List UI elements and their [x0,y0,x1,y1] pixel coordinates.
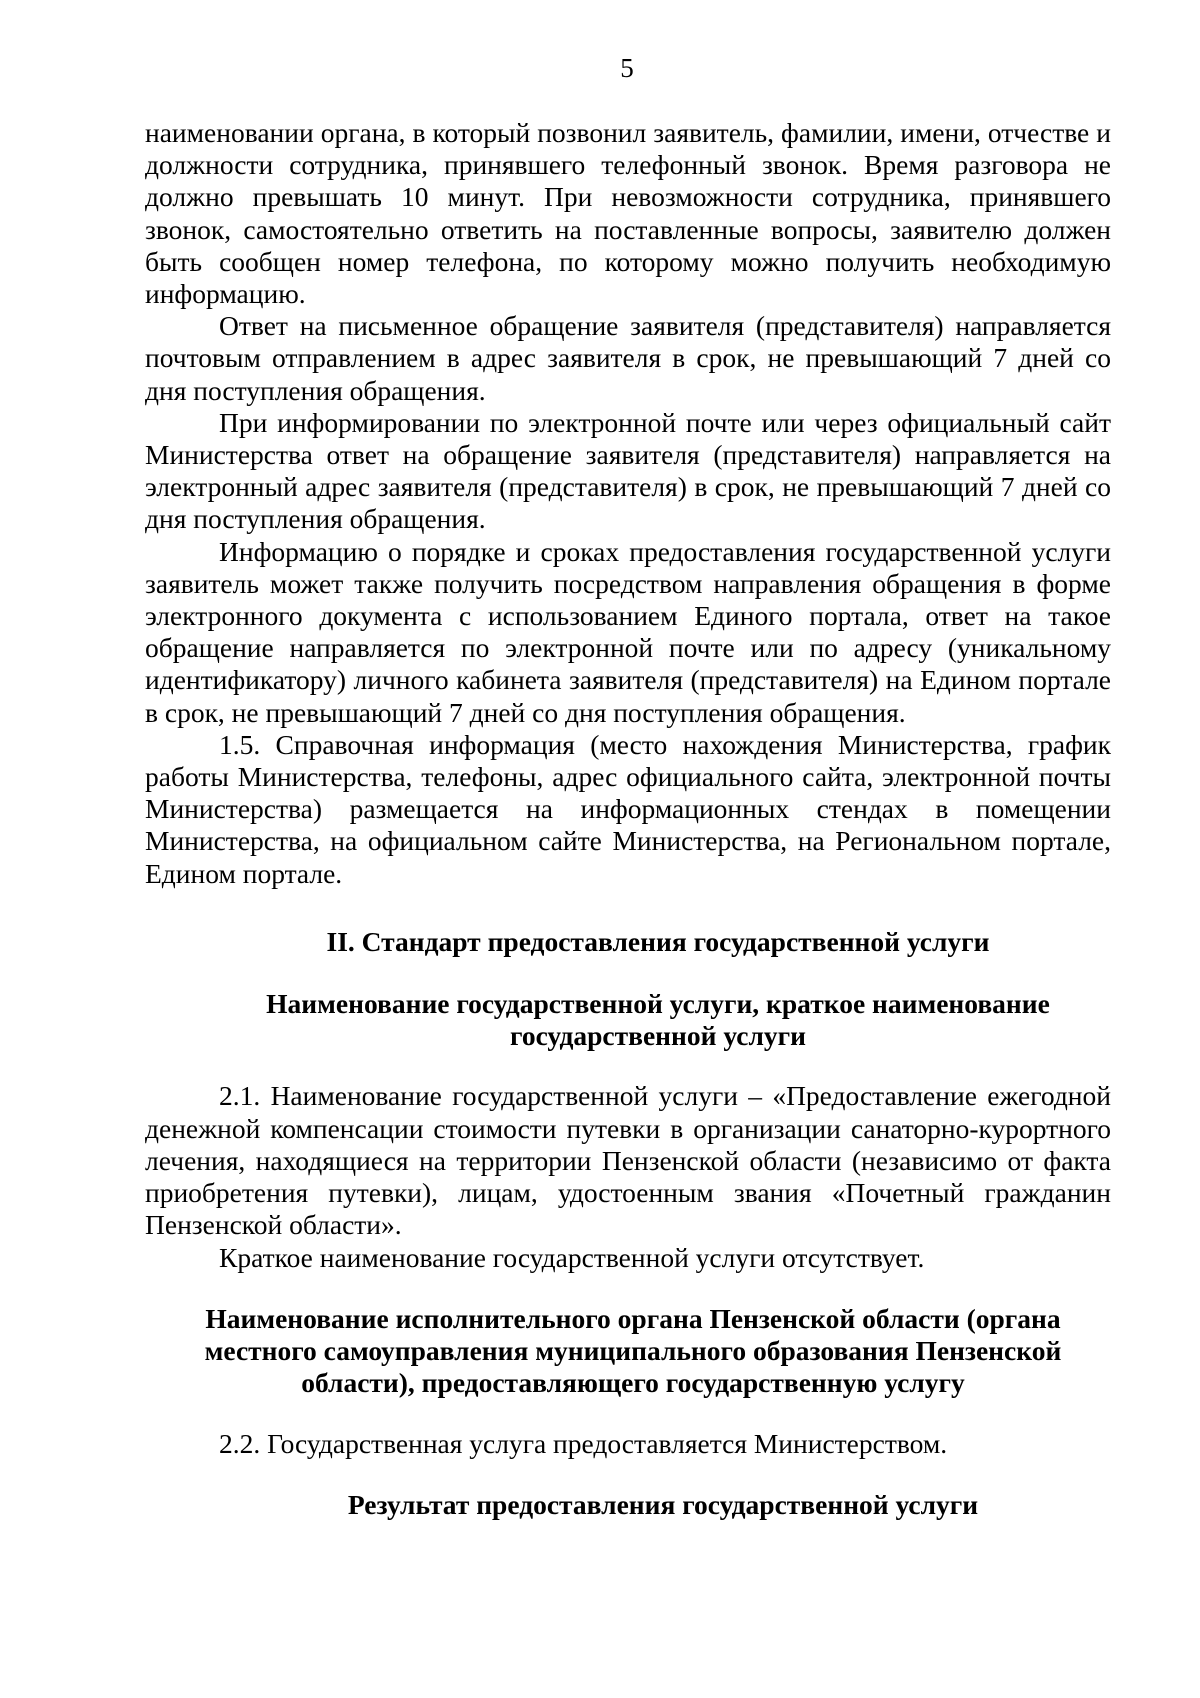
paragraph: наименовании органа, в который позвонил заявитель, фамилии, имени, отчестве и должности сотрудника, принявшего телефонный звонок. Время разговора не должно превышать 10 минут. При невозможности сотрудника, принявшего звонок, самостоятельно ответить на поставленные вопросы, заявителю должен быть сообщен номер телефона, по которому можно получить необходимую информацию. [145,117,1111,310]
paragraph: Информацию о порядке и сроках предоставления государственной услуги заявитель может также получить посредством направления обращения в форме электронного документа с использованием Единого портала, ответ на такое обращение направляется по электронной почте или по адресу (уникальному идентификатору) личного кабинета заявителя (представителя) на Едином портале в срок, не превышающий 7 дней со дня поступления обращения. [145,535,1111,728]
subheading-service-name: Наименование государственной услуги, краткое наименование государственной услуги [266,988,1050,1052]
paragraph: Ответ на письменное обращение заявителя (представителя) направляется почтовым отправлением в адрес заявителя в срок, не превышающий 7 дней со дня поступления обращения. [145,310,1111,406]
paragraph: 2.1. Наименование государственной услуги – «Предоставление ежегодной денежной компенсации стоимости путевки в организации санаторно-курортного лечения, находящиеся на территории Пензенской области (независимо от факта приобретения путевки), лицам, удостоенным звания «Почетный гражданин Пензенской области». [145,1080,1111,1241]
subheading-executive-body: Наименование исполнительного органа Пензенской области (органа местного самоуправления муниципального образования Пензенской области), предоставляющего государственную услугу [204,1302,1062,1399]
section-heading: II. Стандарт предоставления государственной услуги [326,925,990,957]
paragraph: Краткое наименование государственной услуги отсутствует. [219,1241,925,1273]
subheading-service-result: Результат предоставления государственной услуги [347,1488,979,1520]
paragraph: При информировании по электронной почте или через официальный сайт Министерства ответ на обращение заявителя (представителя) направляется на электронный адрес заявителя (представителя) в срок, не превышающий 7 дней со дня поступления обращения. [145,406,1111,535]
paragraph: 1.5. Справочная информация (место нахождения Министерства, график работы Министерства, телефоны, адрес официального сайта, электронной почты Министерства) размещается на информационных стендах в помещении Министерства, на официальном сайте Министерства, на Региональном портале, Едином портале. [145,728,1111,889]
paragraph: 2.2. Государственная услуга предоставляется Министерством. [219,1428,948,1460]
page-number: 5 [620,53,634,83]
document-body [145,117,1111,1521]
